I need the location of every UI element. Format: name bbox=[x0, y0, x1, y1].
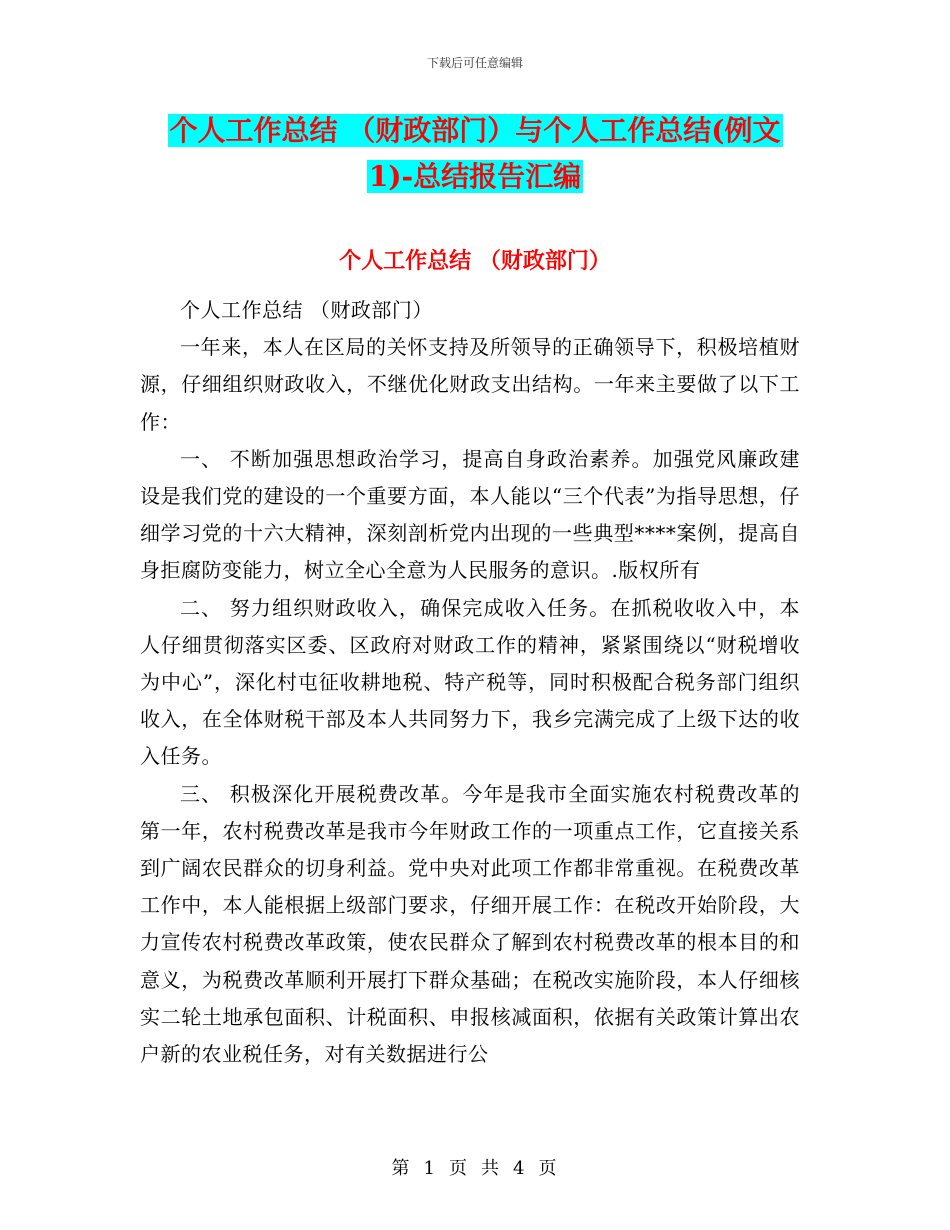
paragraph: 二、 努力组织财政收入，确保完成收入任务。在抓税收收入中，本人仔细贯彻落实区委、区政府对财政工作的精神，紧紧围绕以“财税增收为中心”，深化村屯征收耕地税、特产税等，同时积极配合税务部门组织收入，在全体财税干部及本人共同努力下，我乡完满完成了上级下达的收入任务。 bbox=[140, 595, 800, 769]
main-title bbox=[140, 108, 810, 200]
paragraph: 三、 积极深化开展税费改革。今年是我市全面实施农村税费改革的第一年，农村税费改革是我市今年财政工作的一项重点工作，它直接关系到广阔农民群众的切身利益。党中央对此项工作都非常重视。在税费改革工作中，本人能根据上级部门要求，仔细开展工作：在税改开始阶段，大力宣传农村税费改革政策，使农民群众了解到农村税费改革的根本目的和意义，为税费改革顺利开展打下群众基础；在税改实施阶段，本人仔细核实二轮土地承包面积、计税面积、申报核减面积，依据有关政策计算出农户新的农业税任务，对有关数据进行公 bbox=[140, 781, 800, 1067]
footer-prefix: 第 bbox=[391, 1158, 412, 1179]
footer-page-word: 页 bbox=[449, 1158, 469, 1179]
page-footer bbox=[0, 1154, 950, 1180]
footer-total-word: 共 bbox=[481, 1158, 501, 1179]
section-title: 个人工作总结 （财政部门） bbox=[339, 248, 611, 274]
header-note: 下载后可任意编辑 bbox=[426, 56, 523, 70]
footer-current-page: 1 bbox=[423, 1158, 437, 1179]
main-title-line1: 个人工作总结 （财政部门）与个人工作总结(例文 bbox=[169, 114, 781, 147]
footer-total-pages: 4 bbox=[513, 1158, 527, 1179]
main-title-line2: 1)-总结报告汇编 bbox=[368, 160, 582, 193]
body-text bbox=[140, 292, 800, 1073]
footer-suffix: 页 bbox=[538, 1158, 559, 1179]
paragraph: 一、 不断加强思想政治学习，提高自身政治素养。加强党风廉政建设是我们党的建设的一个重要方面，本人能以“三个代表”为指导思想，仔细学习党的十六大精神，深刻剖析党内出现的一些典型****案例，提高自身拒腐防变能力，树立全心全意为人民服务的意识。.版权所有 bbox=[140, 446, 800, 583]
paragraph: 个人工作总结 （财政部门） bbox=[180, 298, 433, 322]
paragraph: 一年来，本人在区局的关怀支持及所领导的正确领导下，积极培植财源，仔细组织财政收入，不继优化财政支出结构。一年来主要做了以下工作： bbox=[140, 335, 800, 434]
